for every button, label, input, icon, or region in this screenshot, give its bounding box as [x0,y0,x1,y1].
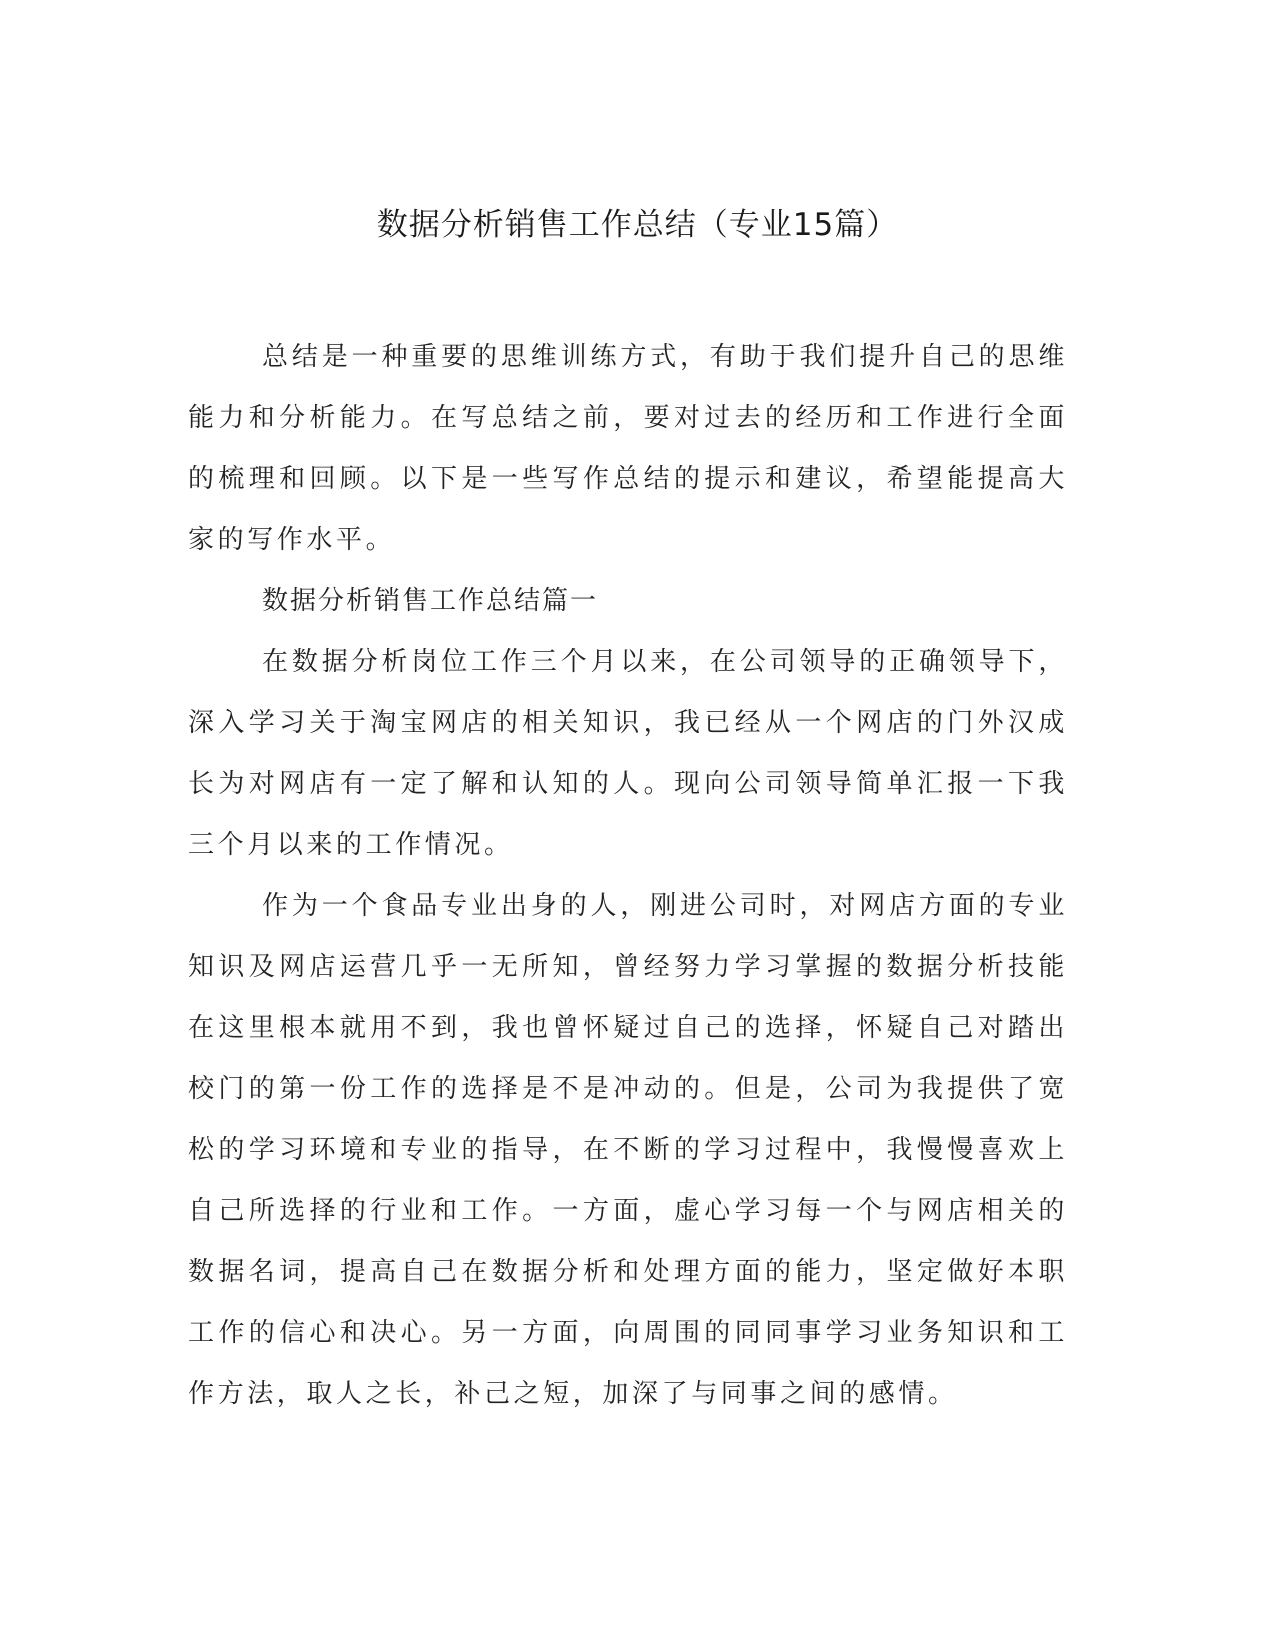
document-body [188,327,1068,1425]
section-heading: 数据分析销售工作总结篇一 [262,586,599,616]
intro-paragraph: 总结是一种重要的思维训练方式，有助于我们提升自己的思维能力和分析能力。在写总结之前，要对过去的经历和工作进行全面的梳理和回顾。以下是一些写作总结的提示和建议，希望能提高大家的写作水平。 [188,342,1068,555]
body-paragraph-2: 作为一个食品专业出身的人，刚进公司时，对网店方面的专业知识及网店运营几乎一无所知，曾经努力学习掌握的数据分析技能在这里根本就用不到，我也曾怀疑过自己的选择，怀疑自己对踏出校门的第一份工作的选择是不是冲动的。但是，公司为我提供了宽松的学习环境和专业的指导，在不断的学习过程中，我慢慢喜欢上自己所选择的行业和工作。一方面，虚心学习每一个与网店相关的数据名词，提高自己在数据分析和处理方面的能力，坚定做好本职工作的信心和决心。另一方面，向周围的同同事学习业务知识和工作方法，取人之长，补己之短，加深了与同事之间的感情。 [188,891,1068,1409]
document-title: 数据分析销售工作总结（专业15篇） [376,207,899,243]
body-paragraph-1: 在数据分析岗位工作三个月以来，在公司领导的正确领导下，深入学习关于淘宝网店的相关知识，我已经从一个网店的门外汉成长为对网店有一定了解和认知的人。现向公司领导简单汇报一下我三个月以来的工作情况。 [188,647,1068,860]
